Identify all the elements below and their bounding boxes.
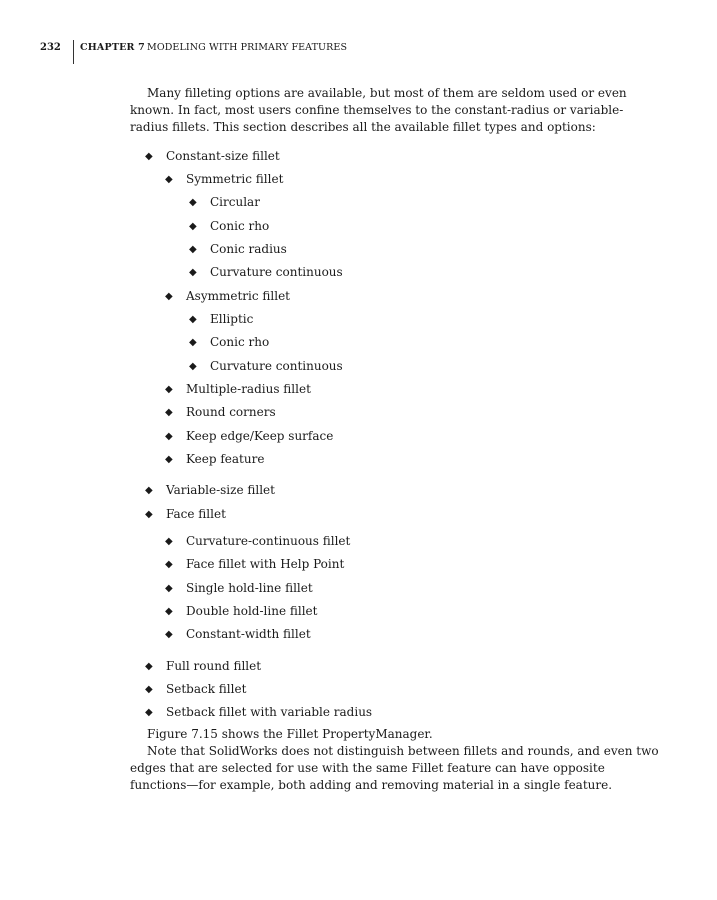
figure-reference: Figure 7.15 shows the Fillet PropertyManager. bbox=[147, 727, 433, 741]
intro-paragraph: Many filleting options are available, but most of them are seldom used or even known. In fact, most users confine themselves to the constant-radius or variable-radius fillets. This section describes all the available fillet types and options: bbox=[130, 86, 627, 134]
diamond-bullet-icon: ◆ bbox=[165, 291, 173, 302]
diamond-bullet-icon: ◆ bbox=[189, 244, 197, 255]
diamond-bullet-icon: ◆ bbox=[189, 267, 197, 278]
running-header bbox=[0, 40, 717, 64]
diamond-bullet-icon: ◆ bbox=[189, 221, 197, 232]
diamond-bullet-icon: ◆ bbox=[145, 707, 153, 718]
diamond-bullet-icon: ◆ bbox=[145, 151, 153, 162]
diamond-bullet-icon: ◆ bbox=[165, 431, 173, 442]
diamond-bullet-icon: ◆ bbox=[165, 384, 173, 395]
diamond-bullet-icon: ◆ bbox=[189, 314, 197, 325]
header-divider bbox=[73, 40, 74, 64]
diamond-bullet-icon: ◆ bbox=[189, 337, 197, 348]
diamond-bullet-icon: ◆ bbox=[165, 536, 173, 547]
diamond-bullet-icon: ◆ bbox=[145, 509, 153, 520]
page-number: 232 bbox=[40, 42, 61, 53]
diamond-bullet-icon: ◆ bbox=[145, 485, 153, 496]
diamond-bullet-icon: ◆ bbox=[165, 629, 173, 640]
note-paragraph: Note that SolidWorks does not distinguish between fillets and rounds, and even two edges that are selected for use with the same Fillet feature can have opposite functions—for example, both adding and removing material in a single feature. bbox=[130, 744, 659, 792]
diamond-bullet-icon: ◆ bbox=[189, 197, 197, 208]
diamond-bullet-icon: ◆ bbox=[189, 361, 197, 372]
diamond-bullet-icon: ◆ bbox=[145, 661, 153, 672]
diamond-bullet-icon: ◆ bbox=[165, 559, 173, 570]
diamond-bullet-icon: ◆ bbox=[145, 684, 153, 695]
chapter-label: CHAPTER 7 bbox=[80, 42, 145, 53]
diamond-bullet-icon: ◆ bbox=[165, 454, 173, 465]
diamond-bullet-icon: ◆ bbox=[165, 407, 173, 418]
chapter-title: MODELING WITH PRIMARY FEATURES bbox=[147, 42, 348, 53]
diamond-bullet-icon: ◆ bbox=[165, 583, 173, 594]
diamond-bullet-icon: ◆ bbox=[165, 174, 173, 185]
diamond-bullet-icon: ◆ bbox=[165, 606, 173, 617]
